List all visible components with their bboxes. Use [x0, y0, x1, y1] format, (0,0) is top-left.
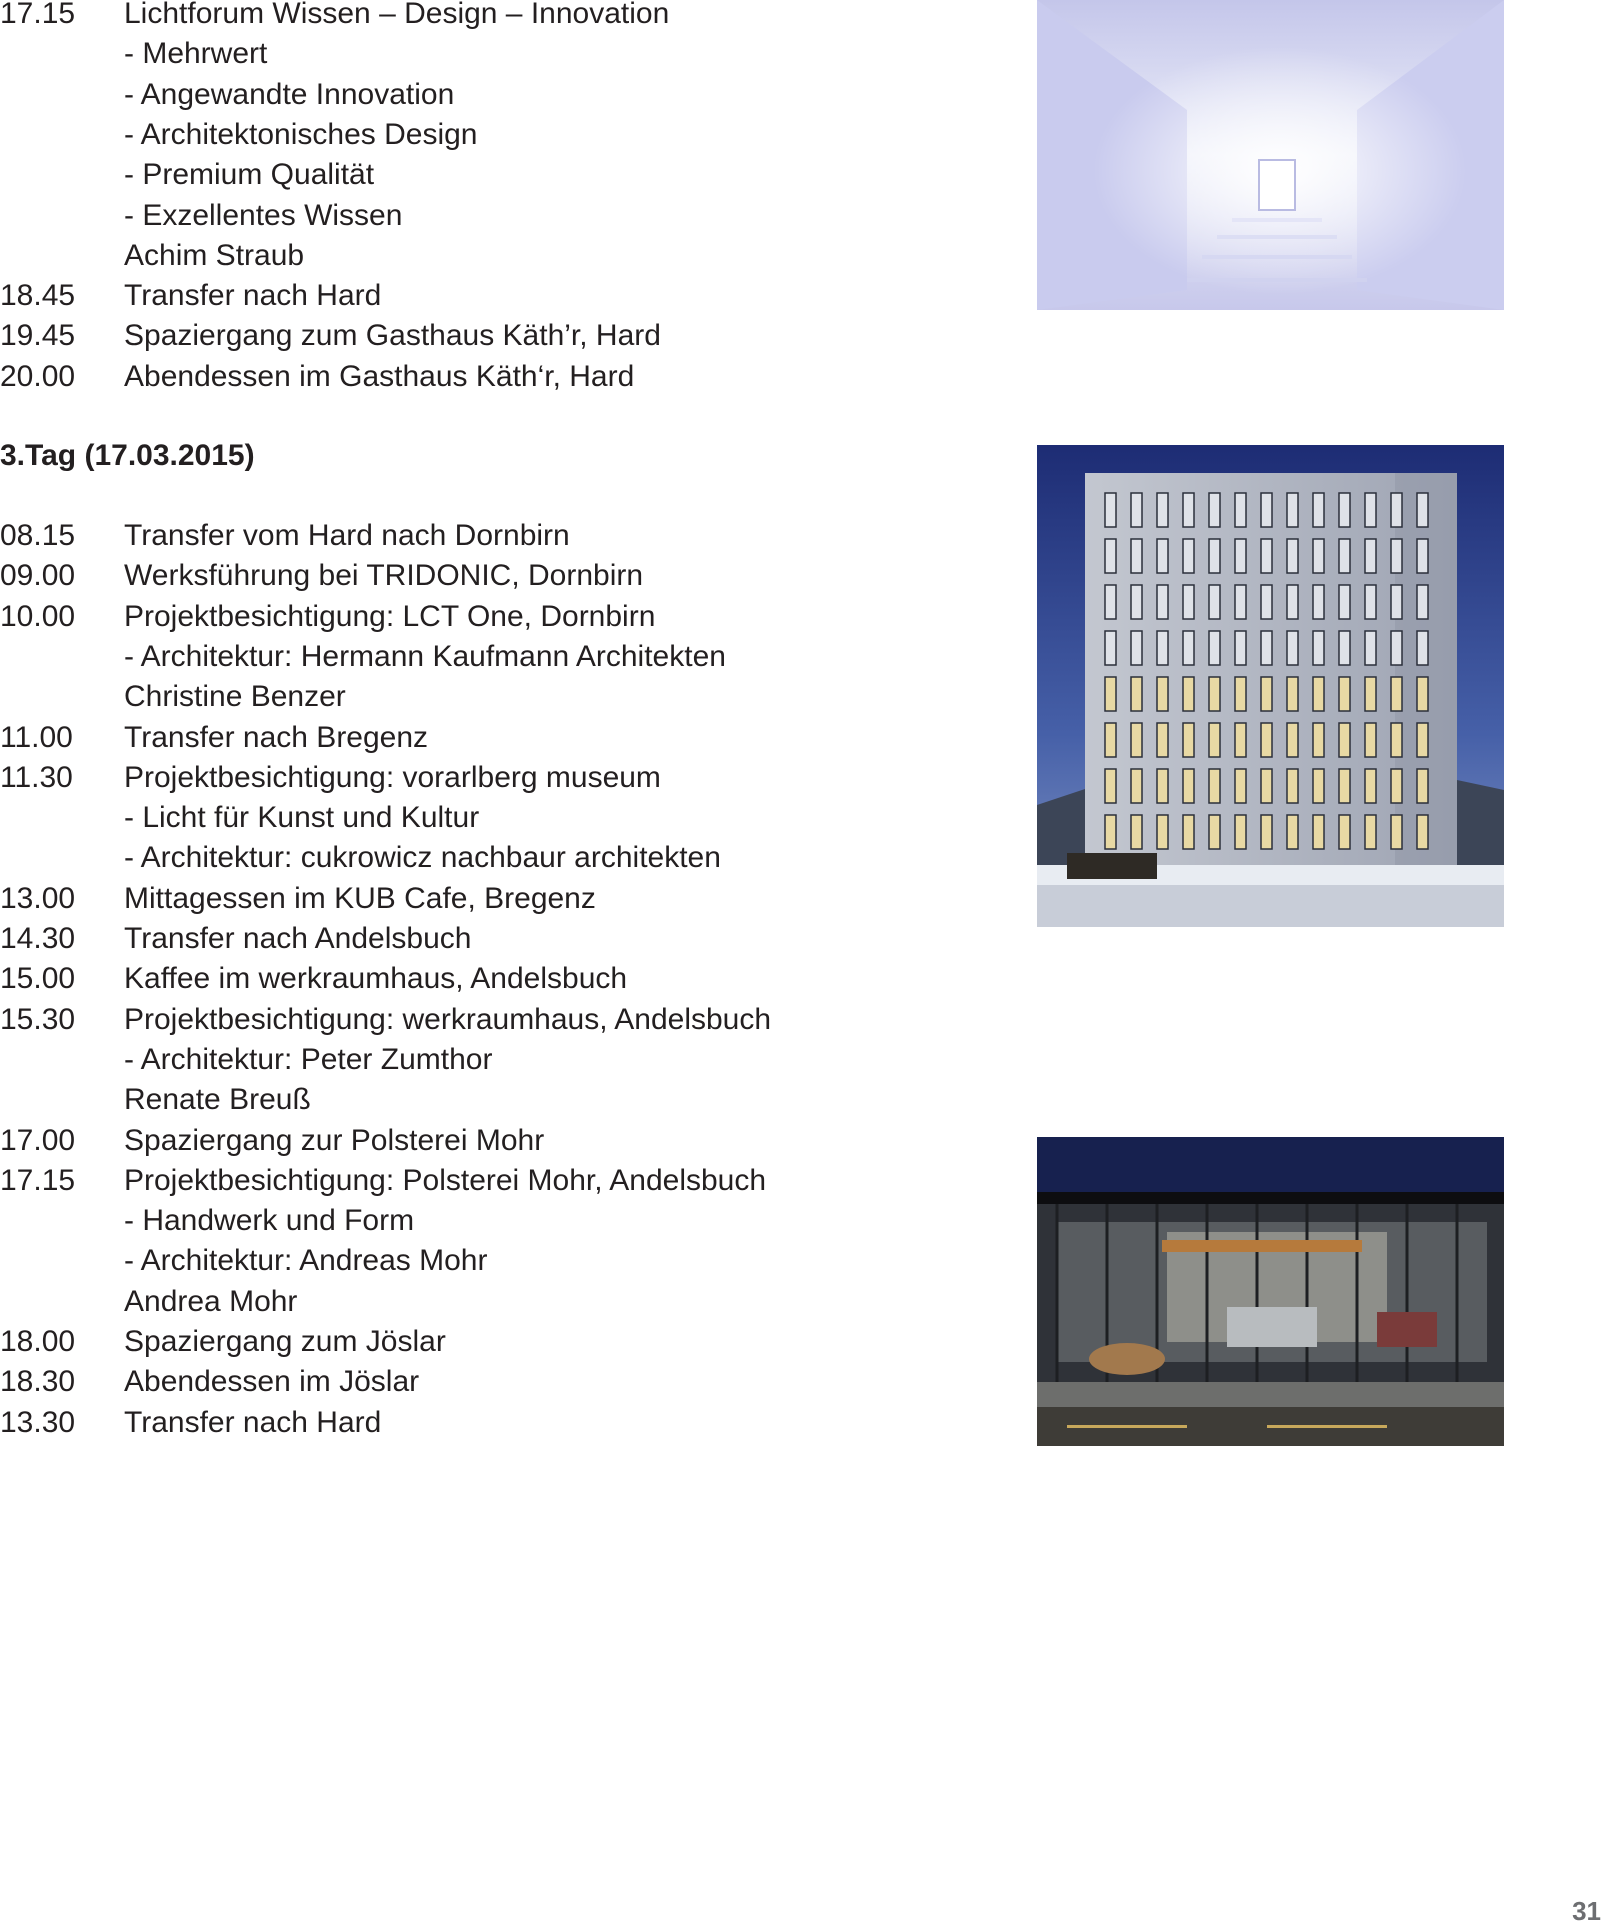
schedule-text: Transfer vom Hard nach Dornbirn — [124, 519, 570, 552]
schedule-time: 20.00 — [0, 359, 76, 393]
schedule-text: Transfer nach Hard — [124, 279, 382, 313]
schedule-text: - Architektur: Peter Zumthor — [124, 1042, 493, 1076]
schedule-text: Projektbesichtigung: werkraumhaus, Andelsbuch — [124, 1002, 772, 1036]
photo-lct-one-building — [1037, 445, 1504, 927]
schedule-time: 09.00 — [0, 559, 76, 593]
schedule-text: Abendessen im Gasthaus Käth‘r, Hard — [124, 359, 635, 393]
page-number: 31 — [1572, 1896, 1601, 1926]
schedule-time: 10.00 — [0, 599, 76, 633]
schedule-time: 13.30 — [0, 1405, 76, 1439]
schedule-text: Lichtforum Wissen – Design – Innovation — [124, 0, 670, 30]
schedule-text: Abendessen im Jöslar — [124, 1365, 420, 1399]
schedule-text: Werksführung bei TRIDONIC, Dornbirn — [124, 559, 644, 593]
schedule-text: Projektbesichtigung: vorarlberg museum — [124, 760, 661, 794]
schedule-text: Achim Straub — [124, 238, 305, 272]
schedule-text: Projektbesichtigung: Polsterei Mohr, Andelsbuch — [124, 1163, 767, 1197]
day-heading: 3.Tag (17.03.2015) — [0, 439, 255, 472]
schedule-time: 08.15 — [0, 519, 76, 552]
schedule-text: - Architektur: Andreas Mohr — [124, 1244, 488, 1278]
schedule-text: - Exzellentes Wissen — [124, 198, 403, 232]
schedule-text: Projektbesichtigung: LCT One, Dornbirn — [124, 599, 656, 633]
schedule-text: - Handwerk und Form — [124, 1204, 415, 1238]
photo-light-corridor — [1037, 0, 1504, 310]
schedule-text: Transfer nach Bregenz — [124, 720, 429, 754]
schedule-text: Transfer nach Hard — [124, 1405, 382, 1439]
schedule-text: Kaffee im werkraumhaus, Andelsbuch — [124, 962, 628, 996]
schedule-text: Transfer nach Andelsbuch — [124, 922, 472, 955]
schedule-text: Spaziergang zum Gasthaus Käth’r, Hard — [124, 319, 661, 353]
schedule-text: - Architektur: cukrowicz nachbaur architekten — [124, 841, 721, 875]
schedule-text: - Architektur: Hermann Kaufmann Architekten — [124, 639, 726, 673]
schedule-text: Christine Benzer — [124, 680, 346, 714]
schedule-text: - Angewandte Innovation — [124, 77, 455, 111]
photo-werkraumhaus-night — [1037, 1137, 1504, 1446]
schedule-time: 18.30 — [0, 1365, 76, 1399]
schedule-time: 17.00 — [0, 1123, 76, 1157]
schedule-time: 18.45 — [0, 279, 76, 313]
schedule-text: Mittagessen im KUB Cafe, Bregenz — [124, 881, 596, 915]
schedule-text: Renate Breuß — [124, 1083, 311, 1117]
schedule-time: 15.30 — [0, 1002, 76, 1036]
schedule-text: Spaziergang zur Polsterei Mohr — [124, 1123, 545, 1157]
schedule-text: - Architektonisches Design — [124, 117, 478, 151]
schedule-text: - Premium Qualität — [124, 158, 375, 192]
schedule-text: Andrea Mohr — [124, 1284, 298, 1318]
schedule-text: - Licht für Kunst und Kultur — [124, 801, 480, 835]
schedule-text: - Mehrwert — [124, 37, 268, 71]
schedule-time: 11.00 — [0, 720, 73, 754]
schedule-time: 19.45 — [0, 319, 76, 353]
schedule-text: Spaziergang zum Jöslar — [124, 1325, 446, 1358]
schedule-time: 11.30 — [0, 760, 73, 794]
schedule-time: 14.30 — [0, 922, 76, 955]
schedule-time: 18.00 — [0, 1325, 76, 1358]
schedule-time: 17.15 — [0, 0, 76, 30]
schedule-time: 15.00 — [0, 962, 76, 996]
schedule-time: 13.00 — [0, 881, 76, 915]
schedule-time: 17.15 — [0, 1163, 76, 1197]
